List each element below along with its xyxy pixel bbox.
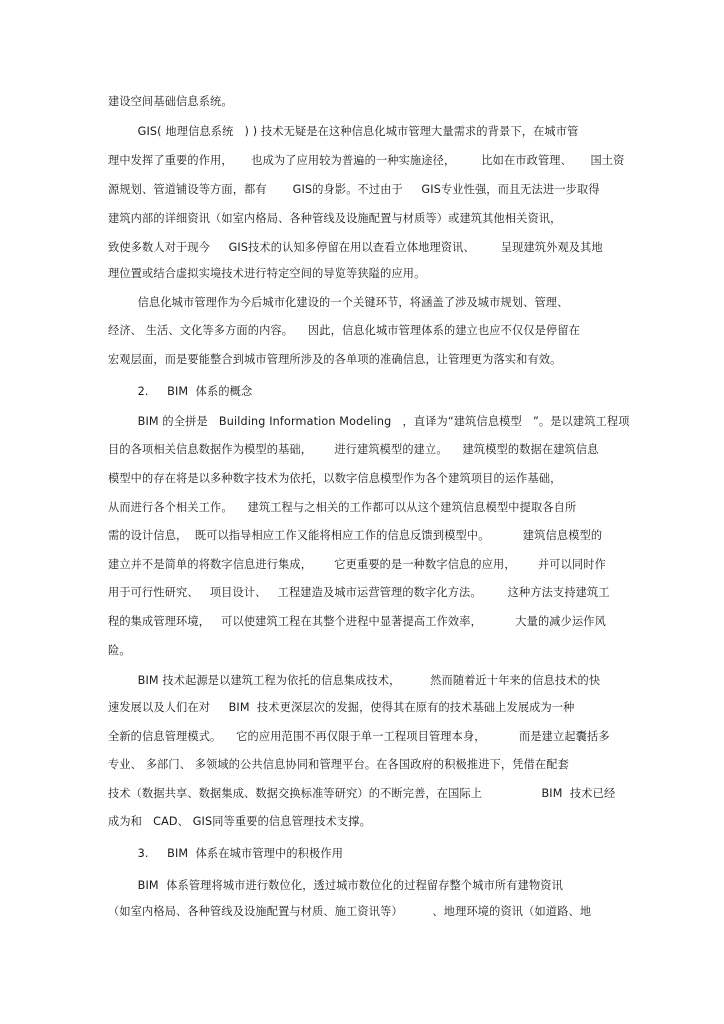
text-line: 宏观层面，而是要能整合到城市管理所涉及的各单项的准确信息，让管理更为落实和有效。 xyxy=(108,353,562,366)
text-line: （如室内格局、各种管线及设施配置与材质、施工资讯等） 、地理环境的资讯（如道路、地 xyxy=(108,905,592,918)
text-line: 程的集成管理环境， 可以使建筑工程在其整个进程中显著提高工作效率， 大量的减少运作风 xyxy=(108,615,606,628)
text-line: 险。 xyxy=(108,644,131,657)
text-line: 建筑内部的详细资讯（如室内格局、各种管线及设施配置与材质等）或建筑其他相关资讯， xyxy=(108,212,562,225)
text-line: 致使多数人对于现今 GIS技术的认知多停留在用以查看立体地理资讯、 呈现建筑外观及其地 xyxy=(108,241,603,254)
text-line: 建设空间基础信息系统。 xyxy=(108,95,233,108)
text-line: 速发展以及人们在对 BIM 技术更深层次的发掘，使得其在原有的技术基础上发展成为一种 xyxy=(108,701,575,714)
text-line: 从而进行各个相关工作。 建筑工程与之相关的工作都可以从这个建筑信息模型中提取各自所 xyxy=(108,501,577,514)
text-line: 需的设计信息， 既可以指导相应工作又能将相应工作的信息反馈到模型中。 建筑信息模型的 xyxy=(108,529,603,542)
text-line: BIM 体系管理将城市进行数位化，透过城市数位化的过程留存整个城市所有建物资讯 xyxy=(108,879,563,892)
text-line: 专业、 多部门、 多领域的公共信息协同和管理平台。在各国政府的积极推进下，凭借在配套 xyxy=(108,758,569,771)
text-line: 建立并不是简单的将数字信息进行集成， 它更重要的是一种数字信息的应用， 并可以同时作 xyxy=(108,558,606,571)
text-line: 目的各项相关信息数据作为模型的基础， 进行建筑模型的建立。 建筑模型的数据在建筑信息 xyxy=(108,443,599,456)
section-heading: 2. BIM 体系的概念 xyxy=(108,385,253,398)
text-line: BIM 的全拼是 Building Information Modeling ，直译为“建筑信息模型 ”。是以建筑工程项 xyxy=(108,415,630,428)
section-heading: 3. BIM 体系在城市管理中的积极作用 xyxy=(108,847,344,860)
text-line: 理位置或结合虚拟实境技术进行特定空间的导览等狭隘的应用。 xyxy=(108,267,426,280)
text-line: 全新的信息管理模式。 它的应用范围不再仅限于单一工程项目管理本身， 而是建立起囊括多 xyxy=(108,730,610,743)
text-line: 经济、 生活、文化等多方面的内容。 因此，信息化城市管理体系的建立也应不仅仅是停留在 xyxy=(108,324,581,337)
text-line: 模型中的存在将是以多种数字技术为依托，以数字信息模型作为各个建筑项目的运作基础， xyxy=(108,472,562,485)
text-line: 技术（数据共享、数据集成、数据交换标准等研究）的不断完善，在国际上 BIM 技术已经 xyxy=(108,787,616,800)
text-line: 信息化城市管理作为今后城市化建设的一个关键环节，将涵盖了涉及城市规划、管理、 xyxy=(108,296,569,309)
text-line: 成为和 CAD、 GIS同等重要的信息管理技术支撑。 xyxy=(108,815,371,828)
text-line: GIS( 地理信息系统 ) ) 技术无疑是在这种信息化城市管理大量需求的背景下，在城市管 xyxy=(108,125,579,138)
text-line: 源规划、管道铺设等方面，都有 GIS的身影。不过由于 GIS专业性强，而且无法进一步取得 xyxy=(108,183,600,196)
text-line: 理中发挥了重要的作用， 也成为了应用较为普遍的一种实施途径， 比如在市政管理、 国土资 xyxy=(108,154,625,167)
text-line: BIM 技术起源是以建筑工程为依托的信息集成技术， 然而随着近十年来的信息技术的快 xyxy=(108,674,601,687)
text-line: 用于可行性研究、 项目设计、 工程建造及城市运营管理的数字化方法。 这种方法支持建筑工 xyxy=(108,586,610,599)
